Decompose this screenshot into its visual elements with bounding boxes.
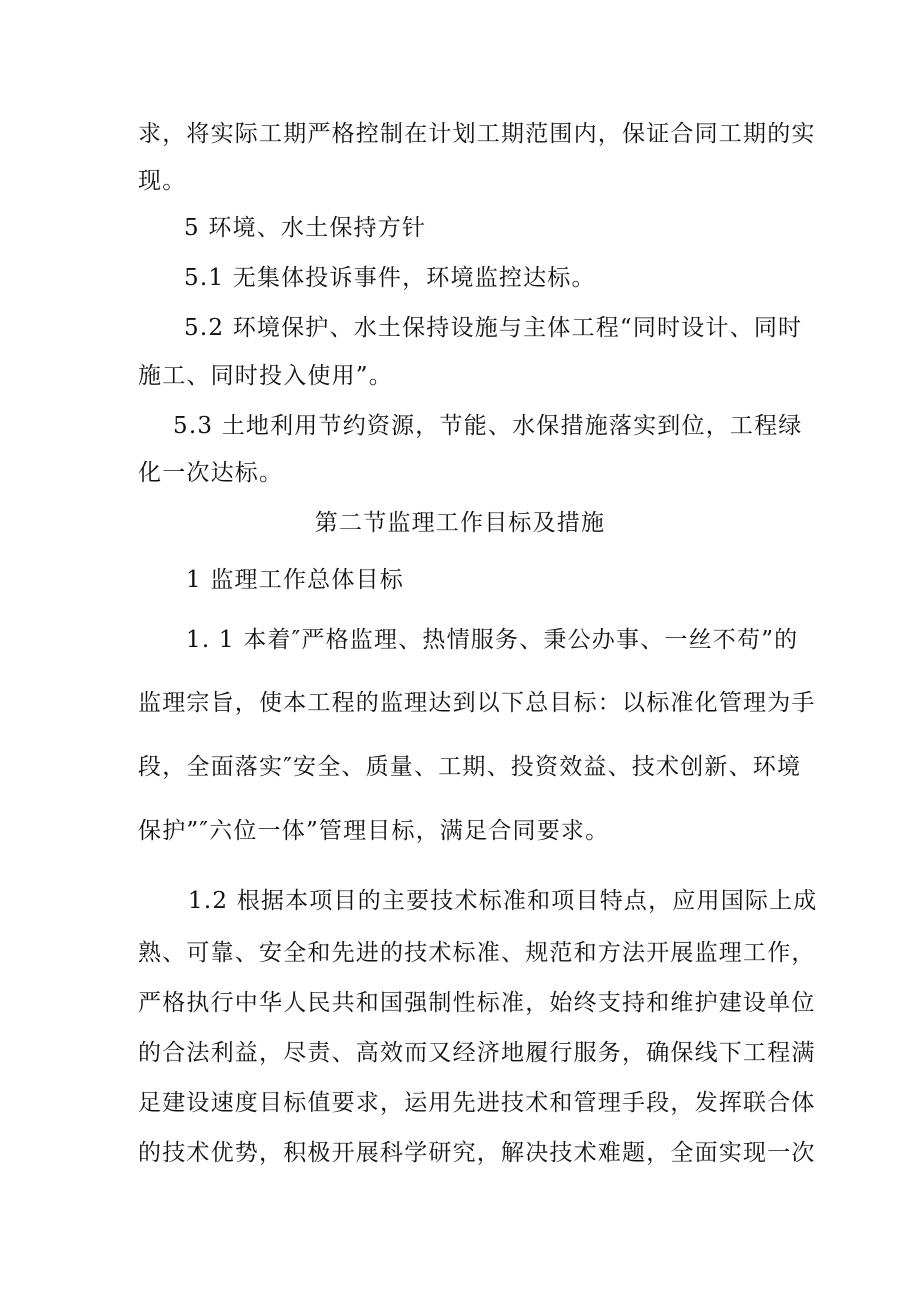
paragraph-line: 足建设速度目标值要求，运用先进技术和管理手段，发挥联合体 <box>138 1090 816 1116</box>
paragraph-line: 1.2 根据本项目的主要技术标准和项目特点，应用国际上成 <box>188 888 818 914</box>
paragraph-line: 1. 1 本着″严格监理、热情服务、秉公办事、一丝不苟”的 <box>186 627 799 653</box>
paragraph-line: 化一次达标。 <box>138 460 284 486</box>
paragraph-line: 5.1 无集体投诉事件，环境监控达标。 <box>184 265 596 291</box>
paragraph-line: 5.3 土地利用节约资源，节能、水保措施落实到位，工程绿 <box>173 413 803 439</box>
paragraph-line: 5.2 环境保护、水土保持设施与主体工程“同时设计、同时 <box>184 315 803 341</box>
paragraph-line: 严格执行中华人民共和国强制性标准，始终支持和维护建设单位 <box>138 990 816 1016</box>
paragraph-line: 现。 <box>138 168 187 194</box>
paragraph-line: 求，将实际工期严格控制在计划工期范围内，保证合同工期的实 <box>138 121 816 147</box>
chapter-heading: 第二节监理工作目标及措施 <box>314 510 606 536</box>
paragraph-line: 的技术优势，积极开展科学研究，解决技术难题，全面实现一次 <box>138 1140 816 1166</box>
paragraph-line: 段，全面落实″安全、质量、工期、投资效益、技术创新、环境 <box>138 754 802 780</box>
section-heading: 5 环境、水土保持方针 <box>184 215 427 241</box>
paragraph-line: 施工、同时投入使用”。 <box>138 363 393 389</box>
paragraph-line: 熟、可靠、安全和先进的技术标准、规范和方法开展监理工作， <box>138 940 816 966</box>
paragraph-line: 保护”″六位一体”管理目标，满足合同要求。 <box>138 818 610 844</box>
paragraph-line: 的合法利益，尽责、高效而又经济地履行服务，确保线下工程满 <box>138 1040 816 1066</box>
paragraph-line: 监理宗旨，使本工程的监理达到以下总目标：以标准化管理为手 <box>138 690 816 716</box>
section-heading: 1 监理工作总体目标 <box>186 567 404 593</box>
